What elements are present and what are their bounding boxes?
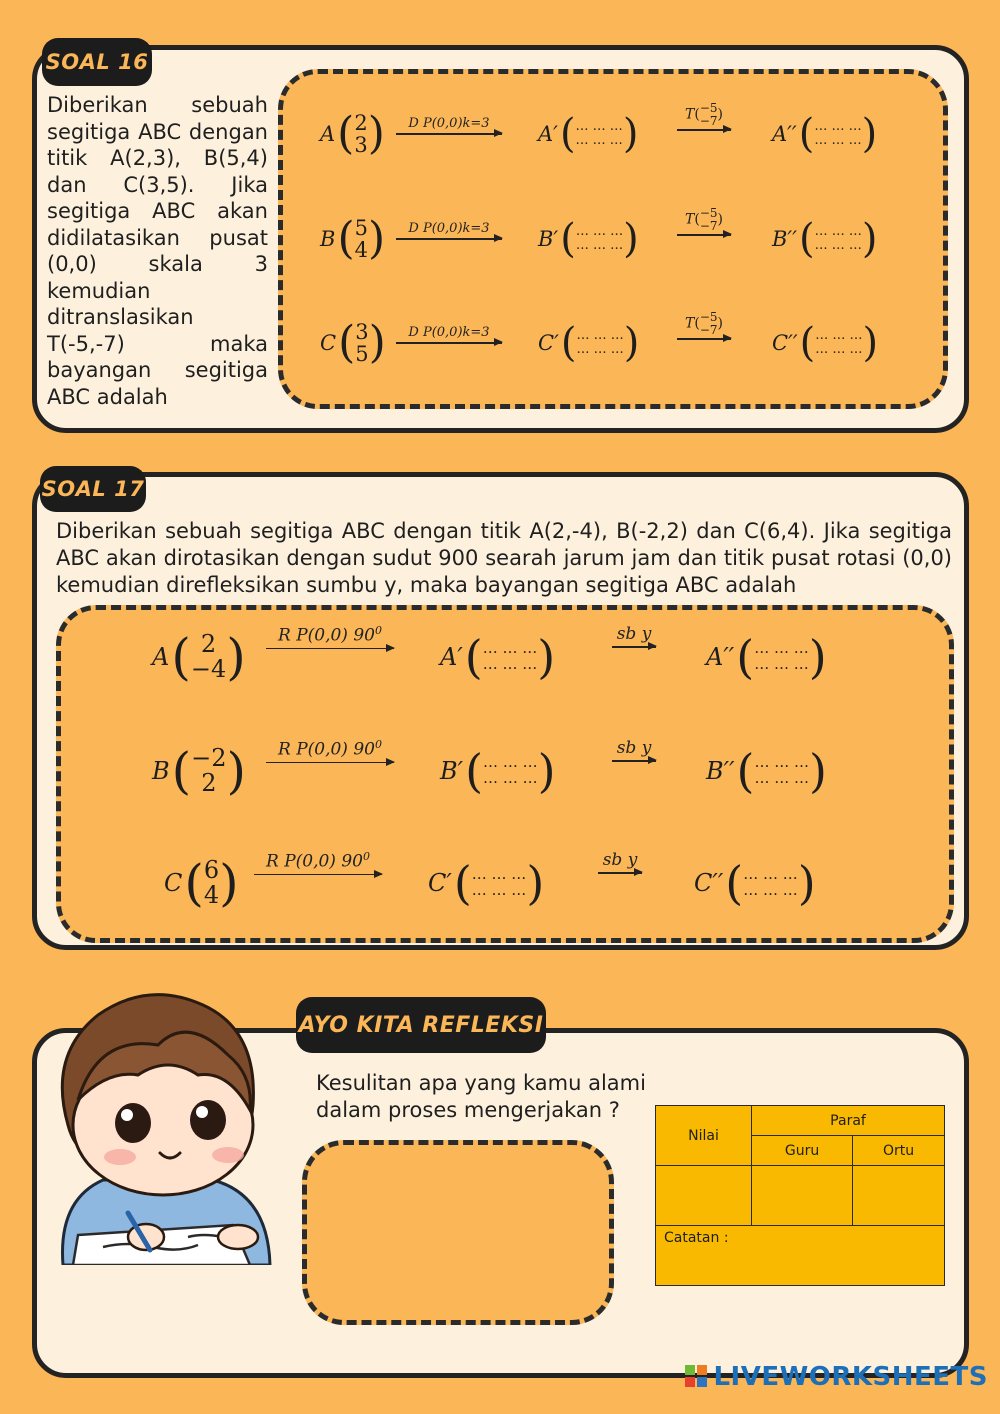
s16-row2-translation-arrow-label [677, 207, 731, 232]
s17-row1-img2-paren-open: ( [736, 630, 755, 684]
s17-row3-rot-label: R P(0,0) 90 [266, 851, 363, 872]
s16-row1-img2-paren-open: ( [798, 111, 815, 157]
soal17-text: Diberikan sebuah segitiga ABC dengan titik A(2,-4), B(-2,2) dan C(6,4). Jika segitiga ABC akan dirotasikan dengan sudut 900 searah jarum jam dan titik pusat rotasi (0,0) kemudian direfleksikan sumbu y, maka bayangan segitiga ABC adalah [56, 519, 952, 597]
s17-row3-src-y: 4 [203, 881, 220, 910]
s16-row2-src-x: 5 [354, 216, 368, 240]
s17-row1-img1-blank-column [483, 641, 538, 673]
s16-row1-img2-blank-top: … … … [814, 119, 862, 135]
s16-row1-translation-arrow [677, 102, 731, 131]
s16-row2-img1-paren-open: ( [560, 216, 576, 262]
s17-row2-reflection-arrow-label: sb y [616, 738, 652, 758]
s16-row3-img2-blank-top: … … … [815, 328, 863, 344]
brand-text: LIVEWORKSHEETS [713, 1362, 988, 1392]
s16-row3-t-column [700, 311, 718, 336]
s16-row1-dilation-arrow-line [396, 133, 502, 135]
s16-row1-t-paren-open: ( [694, 106, 700, 123]
s16-row2-img1-blank-top: … … … [575, 224, 624, 240]
s17-row2-src-vector [152, 742, 247, 801]
s16-row3-dilation-arrow-label: D P(0,0)k=3 [408, 325, 490, 340]
s17-row2-img2-point-label: B′′ [706, 757, 735, 785]
ortu-cell[interactable] [853, 1166, 945, 1226]
s17-row2-img1-blank-vector [440, 744, 556, 798]
s17-row2-reflection-arrow-line [612, 760, 656, 762]
s16-row3-dilation-arrow [396, 325, 502, 344]
s16-row2-img2-blank-vector [772, 216, 878, 262]
s16-row3-translation-arrow [677, 311, 731, 340]
s16-row2-translation-arrow-line [677, 234, 731, 236]
s17-row3-reflection-arrow [598, 850, 642, 874]
s16-row1-img1-blank-bottom: … … … [575, 133, 623, 148]
s16-row3-src-column [355, 321, 368, 365]
s17-row3-img1-paren-open: ( [453, 856, 472, 910]
s16-row1-img2-blank-column [814, 120, 861, 147]
s16-row2-img1-blank-column [576, 225, 623, 252]
s16-row2-src-point-label: B [320, 227, 336, 252]
soal16-title: SOAL 16 [42, 38, 152, 86]
s16-row1-src-column [354, 112, 367, 156]
s17-row3-src-x: 6 [203, 856, 220, 884]
s17-row3-img2-paren-open: ( [725, 856, 744, 910]
s16-row2-t-y: −7 [699, 218, 718, 233]
s17-row3-img2-paren-close: ) [797, 856, 816, 910]
s16-row2-img1-paren-close: ) [623, 216, 639, 262]
s16-row3-t-paren-close: ) [717, 315, 723, 332]
s17-row1-rotation-arrow-label [266, 624, 394, 646]
s16-row3-src-y: 5 [355, 342, 369, 367]
s16-row3-src-point-label: C [320, 331, 337, 356]
s17-row1-src-vector [152, 628, 246, 687]
s17-row1-img2-blank-column [754, 641, 809, 673]
s16-row1-t-paren-close: ) [717, 106, 723, 123]
s17-row2-img2-blank-top: … … … [754, 753, 810, 772]
refleksi-title: AYO KITA REFLEKSI [296, 997, 546, 1053]
s17-row1-src-paren-close: ) [226, 628, 246, 687]
s16-row3-img2-blank-vector [772, 320, 879, 366]
s16-row3-img1-blank-vector [538, 320, 640, 366]
s17-row2-rotation-arrow-line [266, 762, 394, 764]
s17-row2-img1-paren-open: ( [465, 744, 484, 798]
s17-row3-img2-blank-top: … … … [743, 865, 798, 884]
s17-row3-reflection-arrow-line [598, 872, 642, 874]
s16-row3-t-label: T [685, 315, 695, 332]
s16-row2-t-label: T [685, 211, 695, 228]
nilai-cell[interactable] [656, 1166, 752, 1226]
s16-row3-img1-point-label: C′ [538, 331, 559, 355]
s17-row2-img1-blank-bottom: … … … [483, 769, 538, 787]
s16-row2-translation-arrow [677, 207, 731, 236]
s17-row2-rot-label: R P(0,0) 90 [278, 739, 375, 760]
s17-row1-reflection-arrow-line [612, 646, 656, 648]
s17-row2-img1-point-label: B′ [440, 757, 464, 785]
s17-row1-img1-blank-top: … … … [482, 639, 538, 658]
s17-row3-img2-blank-vector [694, 856, 816, 910]
s16-row2-src-paren-close: ) [367, 213, 386, 265]
s16-row2-t-paren-open: ( [694, 211, 700, 228]
s16-row2-img1-point-label: B′ [538, 227, 559, 251]
s16-row1-dilation-arrow-label: D P(0,0)k=3 [408, 116, 490, 131]
s17-row3-img1-point-label: C′ [428, 869, 452, 897]
s17-row1-img2-blank-vector [706, 630, 827, 684]
s17-row2-img2-paren-close: ) [809, 744, 827, 798]
s17-row2-img2-blank-column [755, 755, 810, 787]
s17-row2-rot-sup: 0 [374, 738, 382, 751]
s17-row1-src-paren-open: ( [171, 628, 191, 687]
s17-row1-rotation-arrow-line [266, 648, 394, 650]
s17-row2-img2-blank-bottom: … … … [754, 769, 810, 787]
s17-row3-src-paren-open: ( [184, 854, 204, 913]
s16-row1-img1-blank-column [576, 120, 623, 147]
s16-row3-dilation-arrow-line [396, 342, 502, 344]
s16-row3-img1-paren-open: ( [560, 320, 577, 366]
s16-row3-t-x: −5 [699, 310, 718, 324]
s17-row1-rot-label: R P(0,0) 90 [278, 625, 375, 646]
soal16-text: Diberikan sebuah segitiga ABC dengan titik A(2,3), B(5,4) dan C(3,5). Jika segitiga ABC akan didilatasikan pusat (0,0) skala 3 kemudian ditranslasikan T(-5,-7) maka bayangan segitiga ABC adalah [47, 93, 268, 409]
ortu-header: Ortu [853, 1136, 945, 1166]
s16-row1-translation-arrow-line [677, 129, 731, 131]
s17-row3-img1-blank-column [472, 867, 527, 899]
s16-row3-src-x: 3 [355, 320, 369, 344]
liveworksheets-logo [685, 1362, 988, 1392]
s17-row3-img1-blank-bottom: … … … [471, 881, 527, 899]
s16-row1-img2-blank-vector [772, 111, 878, 157]
child-writing-illustration [28, 975, 283, 1265]
s17-row1-img1-paren-close: ) [537, 630, 556, 684]
s17-row3-img2-point-label: C′′ [694, 869, 724, 897]
s17-row1-img2-paren-close: ) [808, 630, 827, 684]
s16-row3-translation-arrow-label [677, 311, 731, 336]
s16-row2-img1-blank-bottom: … … … [575, 238, 624, 253]
s17-row1-src-y: −4 [190, 655, 227, 684]
s16-row1-src-x: 2 [354, 111, 368, 135]
s16-row2-img2-blank-column [815, 225, 862, 252]
s17-row2-src-paren-close: ) [226, 742, 247, 801]
s16-row3-img2-paren-close: ) [862, 320, 879, 366]
s16-row1-src-paren-open: ( [337, 108, 355, 160]
s17-row1-img1-point-label: A′ [440, 643, 463, 671]
s16-row3-t-paren-open: ( [694, 315, 700, 332]
s17-row1-img1-blank-bottom: … … … [482, 655, 538, 673]
s16-row1-src-paren-close: ) [367, 108, 385, 160]
s17-row1-rot-sup: 0 [374, 624, 382, 637]
s17-row1-img1-blank-vector [440, 630, 556, 684]
s17-row2-rotation-arrow [266, 738, 394, 763]
s16-row3-img2-blank-bottom: … … … [815, 342, 863, 357]
s17-row3-rot-sup: 0 [362, 850, 370, 863]
catatan-label: Catatan : [664, 1230, 729, 1246]
s16-row2-src-y: 4 [354, 238, 368, 263]
s16-row3-translation-arrow-line [677, 338, 731, 340]
s17-row3-reflection-arrow-label: sb y [602, 850, 638, 870]
s17-row2-rotation-arrow-label [266, 738, 394, 760]
s17-row2-img1-paren-close: ) [537, 744, 556, 798]
s16-row2-src-column [355, 217, 368, 261]
s16-row1-t-column [700, 102, 718, 127]
refleksi-answer-field[interactable] [302, 1140, 614, 1325]
s16-row1-translation-arrow-label [677, 102, 731, 127]
s16-row2-t-paren-close: ) [717, 211, 723, 228]
s17-row2-reflection-arrow [612, 738, 656, 762]
s16-row2-dilation-arrow [396, 221, 502, 240]
paraf-header: Paraf [752, 1106, 945, 1136]
s16-row1-img2-point-label: A′′ [772, 122, 797, 146]
s17-row3-rotation-arrow-line [254, 874, 382, 876]
s17-row1-src-x: 2 [200, 630, 217, 658]
s17-row1-img2-blank-top: … … … [754, 639, 809, 658]
s16-row3-t-y: −7 [699, 322, 718, 337]
s16-row2-t-column [700, 207, 718, 232]
grade-table [655, 1105, 945, 1286]
guru-cell[interactable] [752, 1166, 853, 1226]
s16-row1-img1-paren-close: ) [622, 111, 639, 157]
s17-row3-src-paren-close: ) [219, 854, 239, 913]
s16-row1-t-y: −7 [699, 113, 718, 128]
s17-row2-img1-blank-top: … … … [483, 753, 538, 772]
live-blocks-icon [685, 1365, 707, 1389]
s16-row2-dilation-arrow-line [396, 238, 502, 240]
s16-row1-img1-blank-vector [538, 111, 639, 157]
s17-row3-img2-blank-bottom: … … … [743, 881, 798, 899]
s17-row3-rotation-arrow [254, 850, 382, 875]
s17-row3-rotation-arrow-label [254, 850, 382, 872]
s16-row1-t-x: −5 [699, 101, 718, 115]
s17-row2-src-y: 2 [201, 769, 217, 798]
s16-row2-src-paren-open: ( [337, 213, 355, 265]
s16-row3-img1-blank-top: … … … [576, 328, 624, 344]
s17-row2-src-column [191, 746, 226, 796]
s17-row2-src-paren-open: ( [171, 742, 192, 801]
s16-row3-src-vector [320, 317, 386, 369]
s16-row3-img2-paren-open: ( [799, 320, 816, 366]
refleksi-question-line2: dalam proses mengerjakan ? [316, 1098, 620, 1122]
s17-row1-rotation-arrow [266, 624, 394, 649]
s16-row3-img2-blank-column [815, 329, 862, 356]
s16-row1-src-point-label: A [320, 122, 336, 147]
s16-row2-img2-paren-open: ( [798, 216, 815, 262]
s17-row1-src-point-label: A [152, 643, 170, 672]
s16-row1-img1-point-label: A′ [538, 122, 558, 146]
s17-row1-src-column [191, 632, 226, 682]
s16-row2-img1-blank-vector [538, 216, 639, 262]
s17-row3-img1-paren-close: ) [526, 856, 545, 910]
s16-row1-img2-paren-close: ) [861, 111, 878, 157]
s17-row2-src-x: −2 [191, 744, 227, 772]
s16-row1-t-label: T [685, 106, 695, 123]
nilai-header: Nilai [656, 1106, 752, 1166]
s16-row1-src-vector [320, 108, 385, 160]
s16-row2-t-x: −5 [699, 206, 718, 220]
s16-row1-dilation-arrow [396, 116, 502, 135]
catatan-cell[interactable] [656, 1226, 945, 1286]
s17-row3-src-column [204, 858, 219, 908]
s17-row2-img2-paren-open: ( [736, 744, 755, 798]
s17-row1-reflection-arrow-label: sb y [616, 624, 652, 644]
guru-header: Guru [752, 1136, 853, 1166]
s17-row1-img2-blank-bottom: … … … [754, 655, 809, 673]
s17-row1-img1-paren-open: ( [464, 630, 483, 684]
s16-row2-img2-point-label: B′′ [772, 227, 797, 251]
s17-row3-src-point-label: C [164, 869, 183, 898]
s17-row2-src-point-label: B [152, 757, 170, 786]
s16-row1-img1-blank-top: … … … [575, 119, 623, 135]
s16-row3-img2-point-label: C′′ [772, 331, 798, 355]
s16-row3-src-paren-close: ) [368, 317, 386, 369]
soal17-title: SOAL 17 [40, 466, 146, 512]
s17-row3-img1-blank-vector [428, 856, 545, 910]
s16-row3-img1-blank-bottom: … … … [576, 342, 624, 357]
s17-row3-img1-blank-top: … … … [471, 865, 527, 884]
s17-row2-img1-blank-column [483, 755, 538, 787]
refleksi-question-line1: Kesulitan apa yang kamu alami [316, 1071, 646, 1095]
s16-row2-img2-blank-bottom: … … … [814, 238, 862, 253]
s16-row1-img2-blank-bottom: … … … [814, 133, 862, 148]
s16-row1-img1-paren-open: ( [559, 111, 576, 157]
s16-row3-img1-paren-close: ) [623, 320, 640, 366]
s16-row1-src-y: 3 [354, 133, 368, 158]
s16-row3-src-paren-open: ( [338, 317, 356, 369]
s16-row2-img2-blank-top: … … … [814, 224, 862, 240]
s17-row3-src-vector [164, 854, 239, 913]
s16-row2-img2-paren-close: ) [861, 216, 878, 262]
s17-row1-reflection-arrow [612, 624, 656, 648]
s16-row2-dilation-arrow-label: D P(0,0)k=3 [408, 221, 490, 236]
s17-row1-img2-point-label: A′′ [706, 643, 735, 671]
s16-row3-img1-blank-column [576, 329, 623, 356]
s16-row2-src-vector [320, 213, 386, 265]
s17-row2-img2-blank-vector [706, 744, 827, 798]
s17-row3-img2-blank-column [743, 867, 798, 899]
